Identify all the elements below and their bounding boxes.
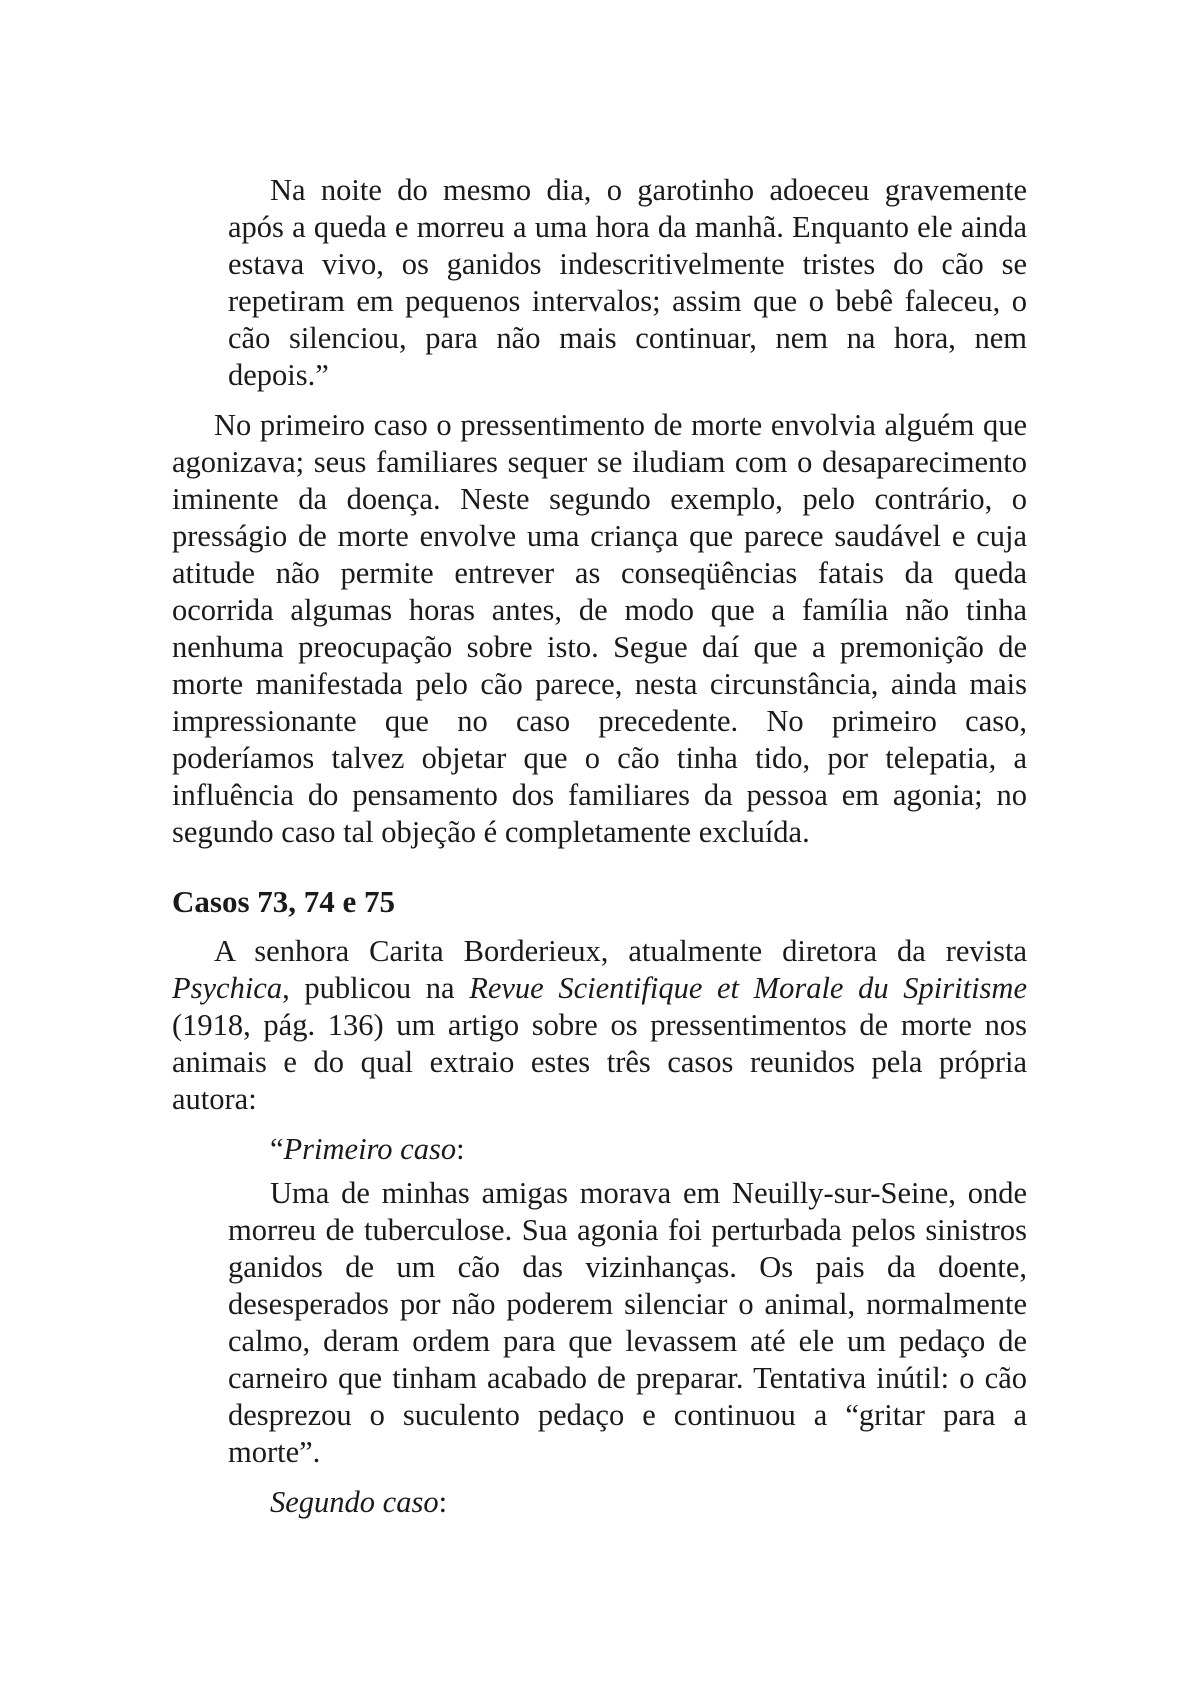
- case1-text: Uma de minhas amigas morava em Neuilly-sur-Seine, onde morreu de tuberculose. Sua agonia foi perturbada pelos sinistros ganidos de um cão das vizinhanças. Os pais da doente, desesperados por não poderem silenciar o animal, normalmente calmo, deram ordem para que levassem até ele um pedaço de carneiro que tinham acabado de preparar. Tentativa inútil: o cão desprezou o suculento pedaço e continuou a “gritar para a morte”.: [228, 1176, 1027, 1469]
- case1-colon: :: [456, 1132, 465, 1166]
- case1-label: [228, 1131, 1027, 1168]
- case1-label-text: Primeiro caso: [283, 1132, 457, 1166]
- commentary-paragraph: No primeiro caso o pressentimento de morte envolvia alguém que agonizava; seus familiares sequer se iludiam com o desaparecimento iminente da doença. Neste segundo exemplo, pelo contrário, o presságio de morte envolve uma criança que parece saudável e cuja atitude não permite entrever as conseqüências fatais da queda ocorrida algumas horas antes, de modo que a família não tinha nenhuma preocupação sobre isto. Segue daí que a premonição de morte manifestada pelo cão parece, nesta circunstância, ainda mais impressionante que no caso precedente. No primeiro caso, poderíamos talvez objetar que o cão tinha tido, por telepatia, a influência do pensamento dos familiares da pessoa em agonia; no segundo caso tal objeção é completamente excluída.: [172, 408, 1027, 849]
- section-heading: Casos 73, 74 e 75: [172, 884, 396, 919]
- open-quote: “: [270, 1132, 284, 1166]
- document-page: [172, 172, 1027, 1521]
- intro-text-2: , publicou na: [282, 971, 470, 1005]
- case2-colon: :: [438, 1485, 448, 1519]
- case2-label: [228, 1484, 1027, 1521]
- intro-text-1: A senhora Carita Borderieux, atualmente diretora da revista: [214, 934, 1027, 968]
- intro-paragraph: [172, 933, 1027, 1118]
- journal-psychica: Psychica: [172, 971, 283, 1005]
- journal-revue: Revue Scientifique et Morale du Spiritisme: [469, 971, 1027, 1005]
- intro-text-3: (1918, pág. 136) um artigo sobre os pressentimentos de morte nos animais e do qual extraio estes três casos reunidos pela própria autora:: [172, 1008, 1027, 1116]
- case2-label-text: Segundo caso: [270, 1485, 439, 1519]
- quote-continuation: Na noite do mesmo dia, o garotinho adoeceu gravemente após a queda e morreu a uma hora da manhã. Enquanto ele ainda estava vivo, os ganidos indescritivelmente tristes do cão se repetiram em pequenos intervalos; assim que o bebê faleceu, o cão silenciou, para não mais continuar, nem na hora, nem depois.”: [228, 173, 1027, 392]
